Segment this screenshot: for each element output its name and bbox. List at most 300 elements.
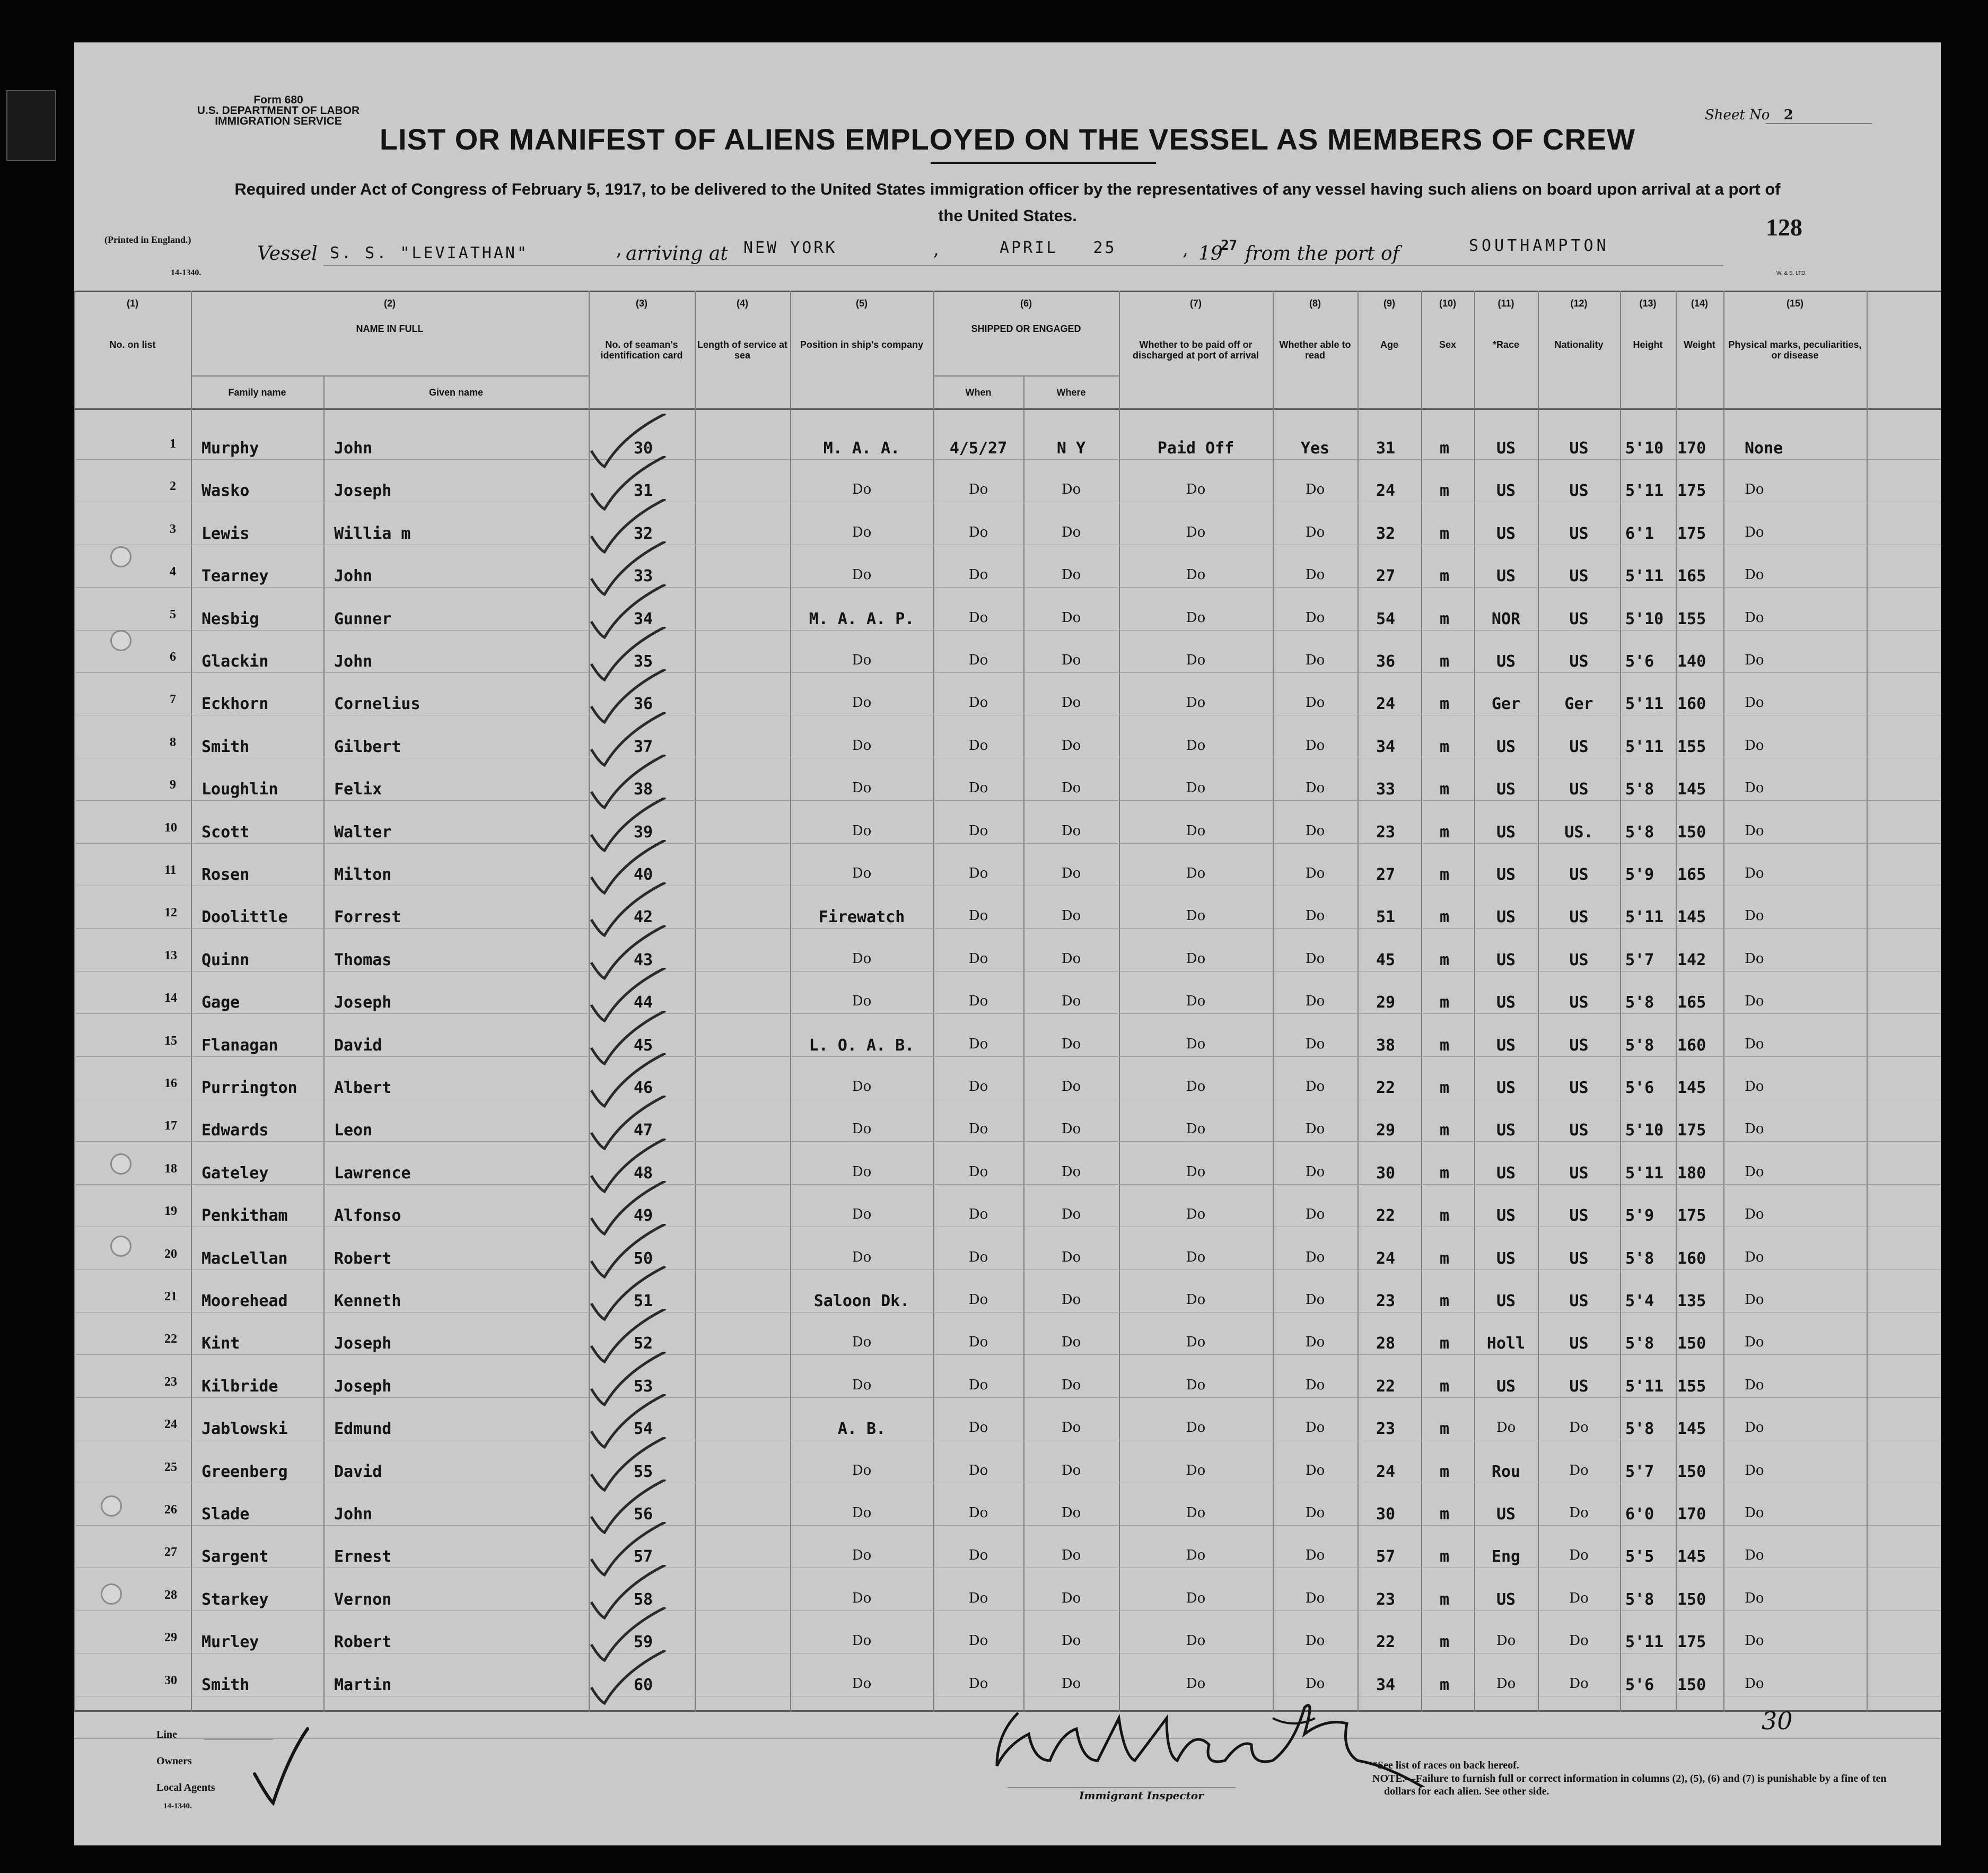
cell-paid-off: Do	[1186, 482, 1206, 497]
cell-age: 23	[1376, 1292, 1396, 1310]
cell-able-to-read: Do	[1305, 993, 1325, 1009]
cell-physical-marks: Do	[1745, 1377, 1764, 1393]
cell-family-name: Tearney	[202, 567, 269, 585]
cell-position: Do	[852, 1377, 872, 1393]
row-number: 8	[170, 736, 176, 749]
cell-given-name: David	[334, 1036, 382, 1055]
cell-card-number: 43	[634, 951, 653, 969]
cell-shipped-where: Do	[1061, 1676, 1081, 1692]
row-number: 25	[164, 1460, 177, 1474]
cell-shipped-when: Do	[968, 1633, 988, 1649]
cell-race: Rou	[1491, 1463, 1521, 1481]
cell-weight: 165	[1677, 865, 1706, 884]
cell-weight: 180	[1677, 1164, 1706, 1183]
row-number: 2	[170, 479, 176, 493]
cell-position: Do	[852, 993, 872, 1009]
cell-height: 6'0	[1625, 1505, 1654, 1524]
column-number: (4)	[737, 298, 748, 309]
cell-weight: 145	[1677, 908, 1706, 926]
cell-height: 5'8	[1625, 1249, 1654, 1268]
row-number: 19	[164, 1204, 177, 1218]
cell-age: 27	[1376, 865, 1396, 884]
cell-card-number: 40	[634, 865, 653, 884]
cell-shipped-where: Do	[1061, 1121, 1081, 1137]
cell-shipped-where: Do	[1061, 1505, 1081, 1521]
cell-position: Do	[852, 738, 872, 754]
cell-age: 32	[1376, 524, 1396, 543]
cell-given-name: John	[334, 652, 373, 671]
cell-given-name: Gilbert	[334, 738, 401, 756]
from-port: SOUTHAMPTON	[1469, 237, 1609, 255]
cell-age: 23	[1376, 1420, 1396, 1438]
cell-age: 22	[1376, 1206, 1396, 1225]
cell-shipped-where: Do	[1061, 908, 1081, 924]
cell-able-to-read: Do	[1305, 1249, 1325, 1265]
cell-position: Do	[852, 823, 872, 839]
cell-race: US	[1496, 823, 1516, 842]
cell-height: 5'11	[1625, 567, 1664, 585]
cell-given-name: Lawrence	[334, 1164, 411, 1183]
cell-race: US	[1496, 993, 1516, 1012]
cell-position: Do	[852, 1547, 872, 1563]
cell-sex: m	[1440, 1334, 1450, 1353]
cell-family-name: Doolittle	[202, 908, 288, 926]
cell-shipped-when: Do	[968, 567, 988, 583]
column-header: Height	[1633, 339, 1663, 350]
cell-physical-marks: Do	[1745, 1505, 1764, 1521]
cell-nationality: US	[1569, 1206, 1589, 1225]
cell-physical-marks: Do	[1745, 1249, 1764, 1265]
cell-able-to-read: Do	[1305, 780, 1325, 796]
cell-physical-marks: Do	[1745, 1633, 1764, 1649]
margin-tab	[6, 90, 56, 161]
cell-position: Do	[852, 695, 872, 711]
cell-card-number: 32	[634, 524, 653, 543]
cell-card-number: 36	[634, 695, 653, 713]
page-title: LIST OR MANIFEST OF ALIENS EMPLOYED ON THE VESSEL AS MEMBERS OF CREW	[379, 122, 1636, 156]
cell-able-to-read: Do	[1305, 1164, 1325, 1180]
form-number: Form 680	[253, 94, 303, 106]
cell-race: US	[1496, 1164, 1516, 1183]
cell-family-name: Kint	[202, 1334, 240, 1353]
cell-height: 5'7	[1625, 1463, 1654, 1481]
cell-paid-off: Do	[1186, 1249, 1206, 1265]
cell-card-number: 37	[634, 738, 653, 756]
year-prefix: 19	[1198, 243, 1223, 265]
cell-paid-off: Do	[1186, 610, 1206, 626]
cell-shipped-where: Do	[1061, 1463, 1081, 1478]
column-header: No. of seaman's identification card	[600, 339, 683, 361]
cell-physical-marks: Do	[1745, 482, 1764, 497]
column-header: NAME IN FULL	[356, 323, 424, 334]
cell-family-name: Flanagan	[202, 1036, 278, 1055]
cell-position: Do	[852, 1121, 872, 1137]
cell-physical-marks: Do	[1745, 1164, 1764, 1180]
cell-position: Do	[852, 1164, 872, 1180]
cell-paid-off: Do	[1186, 652, 1206, 668]
cell-weight: 160	[1677, 1036, 1706, 1055]
cell-paid-off: Do	[1186, 1292, 1206, 1308]
column-number: (8)	[1309, 298, 1321, 309]
cell-shipped-when: Do	[968, 908, 988, 924]
cell-shipped-when: Do	[968, 1292, 988, 1308]
cell-age: 24	[1376, 1249, 1396, 1268]
cell-shipped-where: Do	[1061, 482, 1081, 497]
cell-age: 23	[1376, 1590, 1396, 1609]
cell-shipped-where: Do	[1061, 610, 1081, 626]
cell-given-name: Kenneth	[334, 1292, 401, 1310]
cell-sex: m	[1440, 695, 1450, 713]
cell-shipped-where: Do	[1061, 1377, 1081, 1393]
cell-sex: m	[1440, 1079, 1450, 1097]
year-suffix: 27	[1221, 238, 1238, 253]
cell-age: 23	[1376, 823, 1396, 842]
cell-race: US	[1496, 865, 1516, 884]
column-number: (15)	[1786, 298, 1803, 309]
cell-race: NOR	[1491, 610, 1521, 628]
column-header: Nationality	[1554, 339, 1604, 350]
cell-age: 24	[1376, 695, 1396, 713]
cell-weight: 135	[1677, 1292, 1706, 1310]
cell-weight: 155	[1677, 738, 1706, 756]
cell-age: 24	[1376, 1463, 1396, 1481]
row-number: 13	[164, 949, 177, 962]
cell-weight: 170	[1677, 439, 1706, 458]
cell-given-name: Alfonso	[334, 1206, 401, 1225]
cell-shipped-when: Do	[968, 524, 988, 540]
cell-family-name: Quinn	[202, 951, 250, 969]
row-number: 7	[170, 693, 176, 706]
cell-card-number: 38	[634, 780, 653, 799]
cell-card-number: 53	[634, 1377, 653, 1396]
cell-paid-off: Do	[1186, 993, 1206, 1009]
cell-age: 22	[1376, 1079, 1396, 1097]
cell-card-number: 54	[634, 1420, 653, 1438]
cell-physical-marks: Do	[1745, 951, 1764, 967]
cell-shipped-where: Do	[1061, 865, 1081, 881]
cell-position: L. O. A. B.	[809, 1036, 915, 1055]
cell-given-name: Gunner	[334, 610, 392, 628]
row-number: 4	[170, 565, 176, 579]
row-number: 1	[170, 437, 176, 451]
cell-nationality: Do	[1569, 1590, 1589, 1606]
cell-nationality: Do	[1569, 1420, 1589, 1436]
cell-shipped-when: Do	[968, 1121, 988, 1137]
inspector-line	[1008, 1787, 1236, 1788]
cell-paid-off: Do	[1186, 1377, 1206, 1393]
cell-card-number: 31	[634, 482, 653, 500]
cell-card-number: 52	[634, 1334, 653, 1353]
cell-family-name: Moorehead	[202, 1292, 288, 1310]
arrival-date: APRIL 25	[1000, 239, 1117, 257]
cell-given-name: John	[334, 567, 373, 585]
cell-family-name: Eckhorn	[202, 695, 269, 713]
cell-shipped-when: Do	[968, 738, 988, 754]
cell-height: 5'11	[1625, 1633, 1664, 1651]
cell-weight: 175	[1677, 1121, 1706, 1140]
cell-nationality: US	[1569, 951, 1589, 969]
title-underline	[931, 162, 1156, 164]
column-number: (7)	[1190, 298, 1202, 309]
arrival-port: NEW YORK	[743, 239, 837, 257]
cell-position: Do	[852, 652, 872, 668]
fine-note: NOTE.—Failure to furnish full or correct information in columns (2), (5), (6) and (7) is punishable by a fine of ten dollars for each alien. See other side.	[1372, 1773, 1887, 1797]
cell-nationality: US.	[1564, 823, 1593, 842]
cell-position: Do	[852, 567, 872, 583]
cell-age: 57	[1376, 1547, 1396, 1566]
voyage-dot-3: ,	[1183, 239, 1188, 260]
cell-height: 5'8	[1625, 1334, 1654, 1353]
footer-form-code: 14-1340.	[163, 1802, 192, 1810]
cell-given-name: John	[334, 439, 373, 458]
cell-shipped-where: Do	[1061, 1249, 1081, 1265]
cell-given-name: Walter	[334, 823, 392, 842]
row-number: 6	[170, 650, 176, 664]
column-header: No. on list	[109, 339, 156, 350]
cell-age: 30	[1376, 1164, 1396, 1183]
cell-sex: m	[1440, 1164, 1450, 1183]
cell-sex: m	[1440, 780, 1450, 799]
cell-race: Do	[1496, 1633, 1516, 1649]
stamp-number: 128	[1766, 214, 1802, 241]
cell-physical-marks: Do	[1745, 823, 1764, 839]
cell-position: Do	[852, 1590, 872, 1606]
cell-position: Do	[852, 1206, 872, 1222]
cell-sex: m	[1440, 439, 1450, 458]
cell-able-to-read: Do	[1305, 1292, 1325, 1308]
from-label: from the port of	[1245, 243, 1400, 265]
cell-able-to-read: Do	[1305, 1079, 1325, 1095]
cell-card-number: 60	[634, 1676, 653, 1694]
cell-height: 5'7	[1625, 951, 1654, 969]
cell-age: 36	[1376, 652, 1396, 671]
cell-height: 5'6	[1625, 1676, 1654, 1694]
cell-sex: m	[1440, 865, 1450, 884]
column-number: (11)	[1497, 298, 1514, 309]
cell-age: 30	[1376, 1505, 1396, 1524]
cell-physical-marks: Do	[1745, 1547, 1764, 1563]
column-number: (13)	[1639, 298, 1657, 309]
cell-family-name: Smith	[202, 1676, 250, 1694]
cell-shipped-when: Do	[968, 1377, 988, 1393]
row-number: 28	[164, 1588, 177, 1602]
cell-shipped-when: Do	[968, 1036, 988, 1052]
cell-nationality: US	[1569, 738, 1589, 756]
cell-able-to-read: Do	[1305, 738, 1325, 754]
cell-physical-marks: Do	[1745, 524, 1764, 540]
sheet-label: Sheet No	[1705, 107, 1770, 123]
cell-able-to-read: Do	[1305, 610, 1325, 626]
cell-family-name: Gateley	[202, 1164, 269, 1183]
cell-position: Do	[852, 482, 872, 497]
cell-shipped-when: Do	[968, 823, 988, 839]
cell-shipped-when: Do	[968, 865, 988, 881]
cell-race: US	[1496, 1377, 1516, 1396]
cell-physical-marks: Do	[1745, 1036, 1764, 1052]
cell-shipped-where: Do	[1061, 1590, 1081, 1606]
cell-able-to-read: Do	[1305, 1505, 1325, 1521]
cell-physical-marks: Do	[1745, 610, 1764, 626]
cell-nationality: US	[1569, 610, 1589, 628]
cell-race: US	[1496, 1036, 1516, 1055]
cell-able-to-read: Do	[1305, 1463, 1325, 1478]
cell-paid-off: Do	[1186, 823, 1206, 839]
form-code: 14-1340.	[171, 268, 202, 277]
cell-physical-marks: Do	[1745, 865, 1764, 881]
cell-position: A. B.	[837, 1420, 886, 1438]
column-header: Length of service at sea	[697, 339, 788, 361]
cell-family-name: Slade	[202, 1505, 250, 1524]
cell-able-to-read: Do	[1305, 1036, 1325, 1052]
cell-sex: m	[1440, 1292, 1450, 1310]
cell-weight: 175	[1677, 1206, 1706, 1225]
cell-shipped-when: Do	[968, 1249, 988, 1265]
cell-shipped-where: Do	[1061, 1420, 1081, 1436]
cell-age: 28	[1376, 1334, 1396, 1353]
column-header: Age	[1380, 339, 1398, 350]
cell-paid-off: Do	[1186, 951, 1206, 967]
cell-race: US	[1496, 1249, 1516, 1268]
cell-shipped-where: Do	[1061, 1206, 1081, 1222]
cell-shipped-when: Do	[968, 1547, 988, 1563]
service: IMMIGRATION SERVICE	[215, 115, 342, 127]
cell-age: 22	[1376, 1377, 1396, 1396]
cell-age: 34	[1376, 738, 1396, 756]
subheader-line	[191, 375, 589, 377]
cell-race: US	[1496, 1079, 1516, 1097]
cell-height: 5'11	[1625, 908, 1664, 926]
cell-physical-marks: Do	[1745, 567, 1764, 583]
cell-shipped-where: Do	[1061, 951, 1081, 967]
cell-physical-marks: None	[1745, 439, 1783, 458]
cell-shipped-where: Do	[1061, 1334, 1081, 1350]
cell-physical-marks: Do	[1745, 695, 1764, 711]
cell-given-name: David	[334, 1463, 382, 1481]
cell-race: US	[1496, 482, 1516, 500]
cell-paid-off: Do	[1186, 780, 1206, 796]
cell-given-name: Ernest	[334, 1547, 392, 1566]
cell-height: 5'6	[1625, 652, 1654, 671]
binder-hole	[110, 546, 132, 567]
cell-weight: 165	[1677, 567, 1706, 585]
cell-family-name: Penkitham	[202, 1206, 288, 1225]
cell-height: 5'4	[1625, 1292, 1654, 1310]
cell-card-number: 59	[634, 1633, 653, 1651]
cell-able-to-read: Do	[1305, 1590, 1325, 1606]
cell-family-name: Starkey	[202, 1590, 269, 1609]
cell-sex: m	[1440, 567, 1450, 585]
cell-shipped-where: N Y	[1056, 439, 1086, 458]
cell-age: 45	[1376, 951, 1396, 969]
column-number: (14)	[1691, 298, 1708, 309]
cell-able-to-read: Do	[1305, 1377, 1325, 1393]
cell-able-to-read: Do	[1305, 865, 1325, 881]
column-subheader: Family name	[228, 387, 286, 398]
cell-shipped-where: Do	[1061, 1633, 1081, 1649]
cell-race: US	[1496, 908, 1516, 926]
cell-height: 5'8	[1625, 780, 1654, 799]
cell-sex: m	[1440, 823, 1450, 842]
printer-mark: W. & S. LTD.	[1776, 270, 1807, 276]
cell-shipped-when: Do	[968, 1334, 988, 1350]
cell-age: 38	[1376, 1036, 1396, 1055]
cell-able-to-read: Do	[1305, 482, 1325, 497]
cell-given-name: Vernon	[334, 1590, 392, 1609]
cell-weight: 150	[1677, 823, 1706, 842]
cell-family-name: Sargent	[202, 1547, 269, 1566]
cell-shipped-where: Do	[1061, 738, 1081, 754]
cell-family-name: Wasko	[202, 482, 250, 500]
cell-shipped-when: Do	[968, 695, 988, 711]
cell-able-to-read: Do	[1305, 652, 1325, 668]
cell-card-number: 51	[634, 1292, 653, 1310]
cell-position: Do	[852, 1676, 872, 1692]
cell-given-name: Robert	[334, 1249, 392, 1268]
cell-height: 5'11	[1625, 695, 1664, 713]
cell-able-to-read: Do	[1305, 951, 1325, 967]
cell-card-number: 42	[634, 908, 653, 926]
cell-physical-marks: Do	[1745, 1079, 1764, 1095]
row-number: 18	[164, 1162, 177, 1176]
cell-physical-marks: Do	[1745, 1206, 1764, 1222]
cell-race: US	[1496, 1505, 1516, 1524]
cell-able-to-read: Do	[1305, 1206, 1325, 1222]
cell-race: Eng	[1491, 1547, 1521, 1566]
manifest-sheet	[74, 42, 1941, 1845]
cell-race: US	[1496, 652, 1516, 671]
page-subtitle: Required under Act of Congress of February 5, 1917, to be delivered to the United States immigration officer by the representatives of any vessel having such aliens on board upon arrival at a port of the United States.	[234, 180, 1781, 225]
column-header: Whether able to read	[1279, 339, 1351, 361]
row-number: 29	[164, 1631, 177, 1644]
cell-height: 5'8	[1625, 1590, 1654, 1609]
cell-card-number: 39	[634, 823, 653, 842]
cell-height: 5'9	[1625, 1206, 1654, 1225]
cell-able-to-read: Do	[1305, 1420, 1325, 1436]
cell-weight: 160	[1677, 1249, 1706, 1268]
cell-paid-off: Do	[1186, 524, 1206, 540]
column-number: (12)	[1570, 298, 1588, 309]
cell-position: Do	[852, 1079, 872, 1095]
cell-nationality: US	[1569, 439, 1589, 458]
cell-position: Do	[852, 865, 872, 881]
row-number: 5	[170, 608, 176, 622]
voyage-dot-2: ,	[933, 239, 939, 260]
cell-position: Do	[852, 1505, 872, 1521]
cell-given-name: Forrest	[334, 908, 401, 926]
cell-nationality: US	[1569, 1036, 1589, 1055]
cell-given-name: Milton	[334, 865, 392, 884]
cell-card-number: 44	[634, 993, 653, 1012]
cell-nationality: Do	[1569, 1676, 1589, 1692]
cell-able-to-read: Do	[1305, 908, 1325, 924]
cell-family-name: Kilbride	[202, 1377, 278, 1396]
cell-card-number: 46	[634, 1079, 653, 1097]
cell-able-to-read: Do	[1305, 567, 1325, 583]
cell-nationality: Do	[1569, 1505, 1589, 1521]
cell-shipped-where: Do	[1061, 1547, 1081, 1563]
cell-card-number: 45	[634, 1036, 653, 1055]
cell-physical-marks: Do	[1745, 993, 1764, 1009]
cell-able-to-read: Do	[1305, 1121, 1325, 1137]
cell-age: 27	[1376, 567, 1396, 585]
cell-sex: m	[1440, 908, 1450, 926]
cell-shipped-when: Do	[968, 482, 988, 497]
column-number: (10)	[1439, 298, 1456, 309]
vessel-name: S. S. "LEVIATHAN"	[330, 244, 529, 262]
cell-card-number: 49	[634, 1206, 653, 1225]
column-subheader: Where	[1056, 387, 1086, 398]
cell-physical-marks: Do	[1745, 652, 1764, 668]
